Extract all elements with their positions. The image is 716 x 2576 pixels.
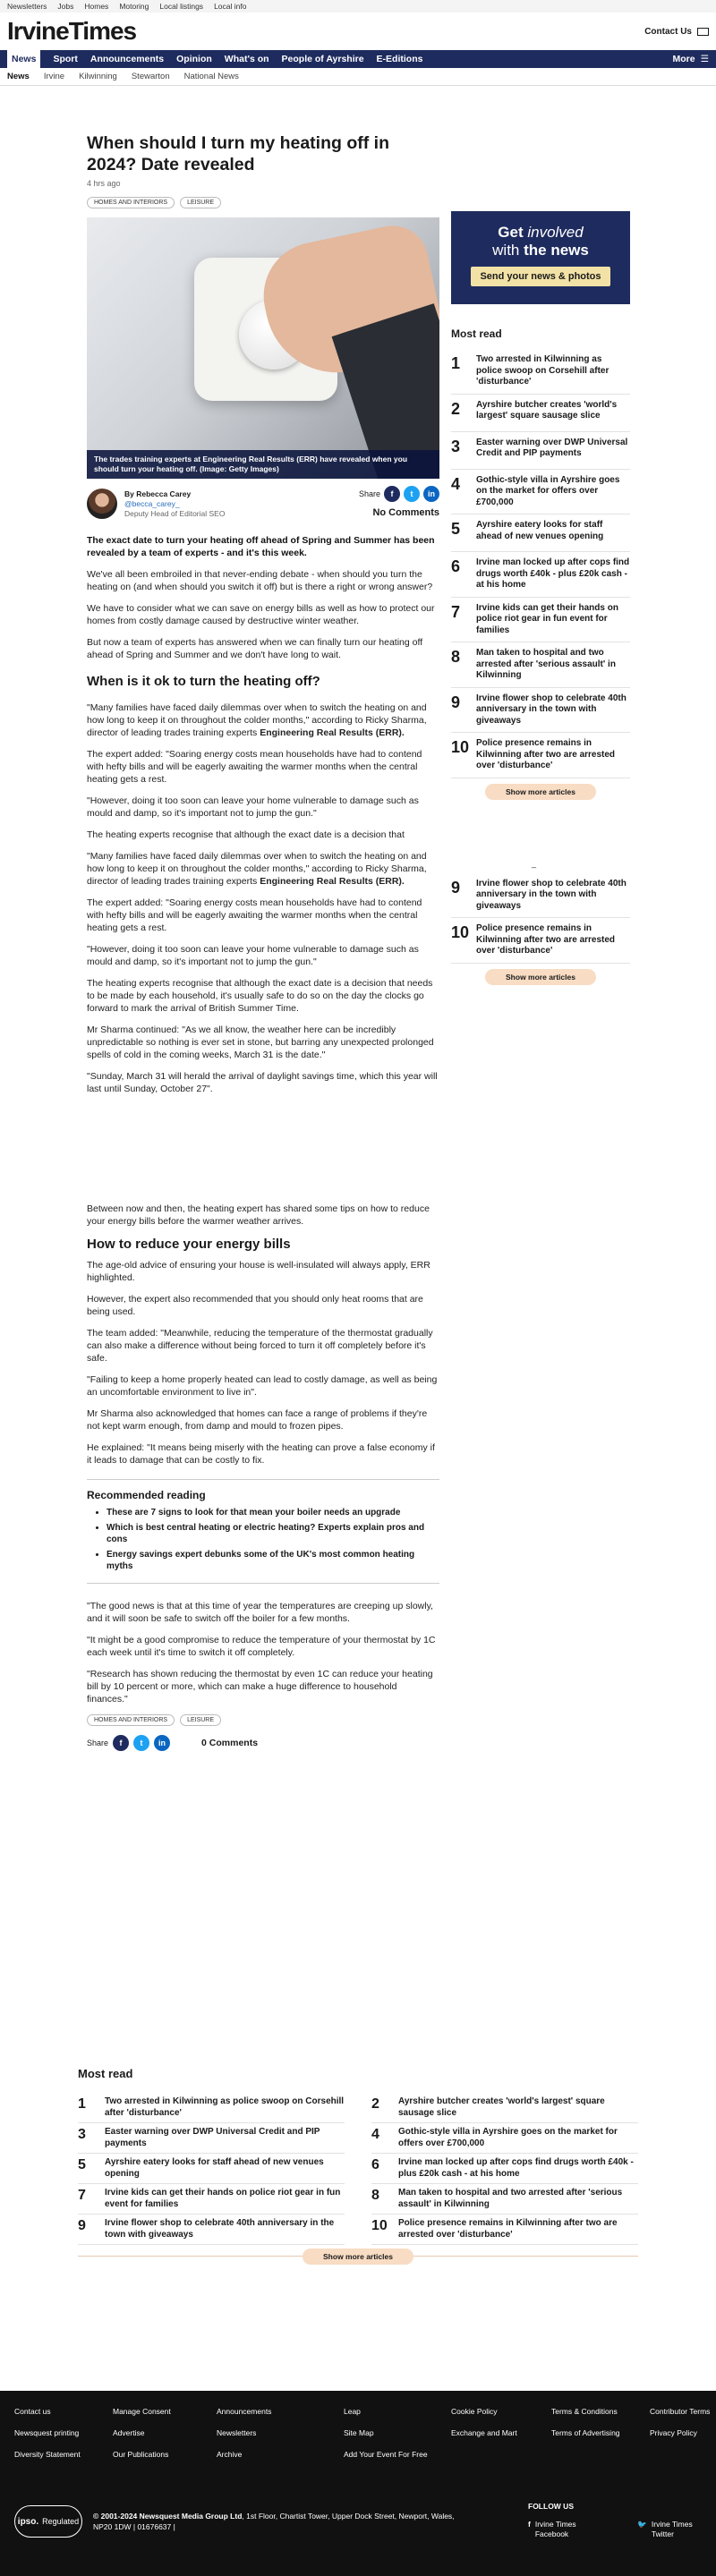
most-read-item[interactable] <box>78 2154 345 2184</box>
most-read-rank: 3 <box>78 2127 86 2142</box>
most-read-title: Most read <box>78 2067 133 2080</box>
recommended-link[interactable]: • Which is best central heating or electric heating? Experts explain pros and cons <box>107 1522 439 1545</box>
topbar-link[interactable]: Newsletters <box>7 2 47 11</box>
most-read-item[interactable] <box>451 552 630 598</box>
most-read-item[interactable] <box>451 432 630 470</box>
ipso-logo-icon: ipso. <box>17 2516 39 2527</box>
facebook-follow-link[interactable] <box>528 2520 610 2539</box>
promo-text: involved <box>527 224 584 241</box>
brand-row <box>0 13 716 50</box>
more-label: More <box>672 54 695 64</box>
most-read-rank: 6 <box>371 2157 379 2172</box>
most-read-rank: 10 <box>371 2218 388 2233</box>
byline <box>87 486 439 522</box>
footer-link[interactable]: Contributor Terms <box>650 2407 711 2416</box>
most-read-item[interactable] <box>78 2215 345 2245</box>
bottom-share-row <box>87 1735 439 1751</box>
most-read-rank: 6 <box>451 557 461 575</box>
send-news-promo <box>451 211 630 304</box>
most-read-item[interactable] <box>451 733 630 778</box>
paragraph: "Failing to keep a home properly heated can lead to costly damage, as well as being an uncomfortable environment to live in". <box>87 1374 438 1398</box>
promo-text: with <box>492 242 524 259</box>
main-navigation <box>0 50 716 68</box>
paragraph: The team added: "Meanwhile, reducing the temperature of the thermostat gradually can also make a difference without being forced to turn it off completely before it's safe. <box>87 1328 433 1364</box>
most-read-list-repeat <box>451 873 630 964</box>
tag-leisure[interactable]: LEISURE <box>180 1714 221 1726</box>
footer-bottom <box>14 2505 469 2538</box>
quote-text: "Many families have faced daily dilemmas over when to switch the heating on and how long to keep it on throughout the colder months," according to Ricky Sharma, director of leading trades training experts <box>87 851 427 887</box>
subnav-news[interactable]: News <box>7 72 30 81</box>
most-read-headline[interactable]: Irvine flower shop to celebrate 40th anniversary in the town with giveaways <box>105 2218 335 2240</box>
footer-link[interactable]: Advertise <box>113 2428 145 2437</box>
sidebar <box>451 211 630 985</box>
divider-mark: _ <box>532 858 537 868</box>
footer-link[interactable]: Diversity Statement <box>14 2450 81 2459</box>
promo-line <box>460 224 621 242</box>
quote-text: "Many families have faced daily dilemmas over when to switch the heating on and how long to keep it on throughout the colder months," according to Ricky Sharma, director of leading trades training experts <box>87 702 427 738</box>
promo-text: the news <box>524 242 589 259</box>
paragraph: "However, doing it too soon can leave your home vulnerable to damage such as mould and damp, so it's important not to jump the gun." <box>87 944 419 967</box>
recommended-reading <box>87 1479 439 1584</box>
promo-text: Get <box>498 224 528 241</box>
twitter-follow-label: Irvine Times Twitter <box>651 2520 693 2538</box>
paragraph: "It might be a good compromise to reduce the temperature of your thermostat by 1C each week until it's time to switch it off completely. <box>87 1635 436 1658</box>
most-read-headline[interactable]: Irvine kids can get their hands on police riot gear in fun event for families <box>476 602 618 635</box>
facebook-follow-label: Irvine Times Facebook <box>534 2520 576 2538</box>
most-read-item[interactable] <box>371 2184 638 2215</box>
site-logo[interactable] <box>7 17 136 46</box>
most-read-headline[interactable]: Man taken to hospital and two arrested after 'serious assault' in Kilwinning <box>398 2188 623 2209</box>
logo-part: Irvine <box>7 17 69 45</box>
comments-link[interactable]: 0 Comments <box>201 1738 259 1748</box>
nav-whats-on[interactable]: What's on <box>224 54 269 64</box>
most-read-item[interactable] <box>451 918 630 964</box>
paragraph: However, the expert also recommended that you should only heat rooms that are being used. <box>87 1294 423 1317</box>
most-read-headline[interactable]: Police presence remains in Kilwinning after two are arrested over 'disturbance' <box>476 923 616 956</box>
most-read-title: Most read <box>451 327 502 340</box>
show-more-articles-button[interactable]: Show more articles <box>485 784 596 800</box>
footer-link[interactable]: Terms of Advertising <box>551 2428 620 2437</box>
copyright <box>93 2511 469 2532</box>
envelope-icon <box>697 28 709 36</box>
most-read-rank: 10 <box>451 923 470 941</box>
author-name[interactable]: By Rebecca Carey <box>124 489 192 498</box>
tag-leisure[interactable]: LEISURE <box>180 197 221 208</box>
paragraph <box>87 850 439 888</box>
most-read-rank: 10 <box>451 738 470 756</box>
most-read-headline[interactable]: Irvine kids can get their hands on police riot gear in fun event for families <box>105 2188 341 2209</box>
most-read-list <box>451 349 630 778</box>
most-read-rank: 2 <box>451 399 461 418</box>
facebook-icon: f <box>528 2520 531 2529</box>
footer-links <box>0 2391 716 2459</box>
paragraph <box>87 701 439 739</box>
recommended-link[interactable]: • Energy savings expert debunks some of the UK's most common heating myths <box>107 1549 439 1572</box>
most-read-item[interactable] <box>451 642 630 688</box>
twitter-icon: 🐦 <box>637 2520 647 2529</box>
top-utility-bar <box>0 0 716 13</box>
article <box>87 132 439 1751</box>
article-lead: The exact date to turn your heating off ahead of Spring and Summer has been revealed by a team of experts - and it's this week. <box>87 535 435 558</box>
comments-link[interactable]: No Comments <box>372 507 439 518</box>
recommended-link[interactable]: • These are 7 signs to look for that mean your boiler needs an upgrade <box>107 1507 439 1518</box>
footer-link[interactable]: Privacy Policy <box>650 2428 697 2437</box>
footer-link[interactable]: Site Map <box>344 2428 374 2437</box>
nav-e-editions[interactable]: E-Editions <box>376 54 423 64</box>
most-read-headline[interactable]: Police presence remains in Kilwinning after two are arrested over 'disturbance' <box>476 738 616 770</box>
most-read-rank: 2 <box>371 2096 379 2112</box>
site-footer <box>0 2391 716 2576</box>
most-read-headline[interactable]: Man taken to hospital and two arrested after 'serious assault' in Kilwinning <box>476 648 616 680</box>
follow-us-title: FOLLOW US <box>528 2502 574 2511</box>
most-read-headline[interactable]: Gothic-style villa in Ayrshire goes on the market for offers over £700,000 <box>398 2127 618 2148</box>
subnav-national-news[interactable]: National News <box>183 72 239 81</box>
contact-us-link[interactable] <box>644 27 709 37</box>
paragraph: The expert added: "Soaring energy costs mean households have had to contend with hefty bills and will be eagerly awaiting the warmer months when the central heating gets a rest. <box>87 749 422 785</box>
footer-link[interactable]: Archive <box>217 2450 243 2459</box>
most-read-headline[interactable]: Irvine flower shop to celebrate 40th anniversary in the town with giveaways <box>476 693 626 726</box>
ad-space <box>87 1104 439 1203</box>
send-news-button[interactable]: Send your news & photos <box>471 267 609 286</box>
topbar-link[interactable]: Local info <box>214 2 247 11</box>
paragraph: Mr Sharma also acknowledged that homes can face a range of problems if they're not kept warm enough, from damp and mould to frozen pipes. <box>87 1408 428 1432</box>
contact-label: Contact Us <box>644 26 692 37</box>
paragraph: "Research has shown reducing the thermostat by even 1C can reduce your heating bill by 10 percent or more, which can make a huge difference to household finances." <box>87 1669 433 1705</box>
topbar-link[interactable]: Motoring <box>119 2 149 11</box>
most-read-rank: 3 <box>451 437 461 455</box>
topbar-link[interactable]: Jobs <box>57 2 74 11</box>
paragraph: We have to consider what we can save on energy bills as well as how to protect our homes from costly damage caused by destructive winter weather. <box>87 603 435 626</box>
ipso-badge[interactable] <box>14 2505 82 2538</box>
footer-link[interactable]: Our Publications <box>113 2450 169 2459</box>
most-read-rank: 9 <box>451 878 461 897</box>
twitter-icon[interactable]: t <box>133 1735 149 1751</box>
paragraph: The heating experts recognise that although the exact date is a decision that needs to be made by each household, it's usually safe to do so on the day the clocks go forward to mark the arrival of British Summer Time. <box>87 978 433 1014</box>
paragraph: The expert added: "Soaring energy costs mean households have had to contend with hefty bills and will be eagerly awaiting the warmer months when the central heating gets a rest. <box>87 897 422 933</box>
most-read-item[interactable] <box>451 598 630 643</box>
article-body <box>87 534 439 1751</box>
tag-homes-and-interiors[interactable]: HOMES AND INTERIORS <box>87 197 175 208</box>
paragraph: We've all been embroiled in that never-ending debate - when should you turn the heating on (and when should you switch it off) but is there a right or wrong answer? <box>87 569 433 592</box>
paragraph: "However, doing it too soon can leave your home vulnerable to damage such as mould and damp, so it's important not to jump the gun." <box>87 795 419 819</box>
author-role: Deputy Head of Editorial SEO <box>124 508 226 518</box>
most-read-rank: 9 <box>451 693 461 711</box>
facebook-icon[interactable]: f <box>113 1735 129 1751</box>
footer-link[interactable]: Contact us <box>14 2407 51 2416</box>
most-read-headline[interactable]: Ayrshire butcher creates 'world's largest' square sausage slice <box>476 399 618 421</box>
most-read-rank: 9 <box>78 2218 86 2233</box>
subheading: How to reduce your energy bills <box>87 1237 291 1252</box>
copyright-address: , 1st Floor, Chartist Tower, Upper Dock Street, Newport, Wales, NP20 1DW | 01676637 | <box>93 2512 455 2531</box>
most-read-rank: 8 <box>371 2188 379 2203</box>
subnav-irvine[interactable]: Irvine <box>43 72 65 81</box>
subheading: When is it ok to turn the heating off? <box>87 674 320 689</box>
most-read-rank: 7 <box>78 2188 86 2203</box>
nav-announcements[interactable]: Announcements <box>90 54 165 64</box>
nav-opinion[interactable]: Opinion <box>176 54 212 64</box>
nav-people-of-ayrshire[interactable]: People of Ayrshire <box>281 54 364 64</box>
ipso-label: Regulated <box>42 2517 80 2526</box>
paragraph: The age-old advice of ensuring your house is well-insulated will always apply, ERR highlighted. <box>87 1260 430 1283</box>
paragraph: He explained: "It means being miserly with the heating can prove a false economy if it leads to damage that can be costly to fix. <box>87 1442 435 1466</box>
most-read-headline[interactable]: Irvine flower shop to celebrate 40th anniversary in the town with giveaways <box>476 878 626 911</box>
follow-us <box>528 2502 716 2539</box>
most-read-rank: 5 <box>78 2157 86 2172</box>
most-read-item[interactable] <box>371 2215 638 2245</box>
most-read-headline[interactable]: Easter warning over DWP Universal Credit and PIP payments <box>105 2127 320 2148</box>
subnav-kilwinning[interactable]: Kilwinning <box>79 72 117 81</box>
facebook-icon[interactable]: f <box>384 486 400 502</box>
most-read-item[interactable] <box>78 2123 345 2154</box>
most-read-headline[interactable]: Gothic-style villa in Ayrshire goes on the market for offers over £700,000 <box>476 474 620 507</box>
share-block <box>359 486 439 518</box>
nav-news[interactable]: News <box>7 50 40 68</box>
most-read-item[interactable] <box>451 688 630 734</box>
footer-link[interactable]: Terms & Conditions <box>551 2407 618 2416</box>
most-read-headline[interactable]: Easter warning over DWP Universal Credit and PIP payments <box>476 437 628 458</box>
err-link[interactable]: Engineering Real Results (ERR). <box>260 876 405 887</box>
twitter-icon[interactable]: t <box>404 486 420 502</box>
logo-part: Times <box>68 17 137 45</box>
twitter-follow-link[interactable] <box>637 2520 716 2539</box>
show-more-articles-button[interactable]: Show more articles <box>303 2249 413 2265</box>
most-read-bottom <box>78 2067 638 2265</box>
footer-link[interactable]: Exchange and Mart <box>451 2428 517 2437</box>
most-read-headline[interactable]: Ayrshire eatery looks for staff ahead of new venues opening <box>105 2157 324 2179</box>
author-twitter-handle[interactable]: @becca_carey_ <box>124 498 180 508</box>
most-read-headline[interactable]: Irvine man locked up after cops find drugs worth £40k - plus £20k cash - at his home <box>398 2157 634 2179</box>
author-avatar <box>87 489 117 519</box>
sub-navigation <box>0 68 716 86</box>
most-read-item[interactable] <box>451 873 630 919</box>
footer-link[interactable]: Announcements <box>217 2407 272 2416</box>
topbar-link[interactable]: Homes <box>84 2 109 11</box>
tag-homes-and-interiors[interactable]: HOMES AND INTERIORS <box>87 1714 175 1726</box>
most-read-rank: 4 <box>451 474 461 493</box>
footer-link[interactable]: Cookie Policy <box>451 2407 498 2416</box>
most-read-item[interactable] <box>451 470 630 515</box>
hero-image <box>87 217 439 479</box>
most-read-item[interactable] <box>371 2123 638 2154</box>
most-read-rank: 8 <box>451 648 461 666</box>
footer-link[interactable]: Leap <box>344 2407 361 2416</box>
paragraph: "Sunday, March 31 will herald the arrival of daylight savings time, which this year will last until Sunday, October 27". <box>87 1071 438 1094</box>
show-more-articles-button[interactable]: Show more articles <box>485 969 596 985</box>
most-read-headline[interactable]: Police presence remains in Kilwinning after two are arrested over 'disturbance' <box>398 2218 618 2240</box>
most-read-headline[interactable]: Irvine man locked up after cops find drugs worth £40k - plus £20k cash - at his home <box>476 557 630 590</box>
image-caption: The trades training experts at Engineering Real Results (ERR) have revealed when you should turn your heating off. (Image: Getty Images) <box>87 450 439 479</box>
copyright-owner: © 2001-2024 Newsquest Media Group Ltd <box>93 2512 243 2521</box>
most-read-rank: 4 <box>371 2127 379 2142</box>
most-read-item[interactable] <box>78 2184 345 2215</box>
share-label: Share <box>358 489 380 498</box>
share-label: Share <box>87 1739 109 1747</box>
subnav-stewarton[interactable]: Stewarton <box>131 72 170 81</box>
most-read-grid <box>78 2093 638 2245</box>
hamburger-icon: ☰ <box>700 54 709 64</box>
paragraph: The heating experts recognise that although the exact date is a decision that <box>87 829 405 840</box>
most-read-rank: 7 <box>451 602 461 621</box>
linkedin-icon[interactable]: in <box>154 1735 170 1751</box>
footer-link[interactable]: Newsquest printing <box>14 2428 80 2437</box>
footer-link[interactable]: Add Your Event For Free <box>344 2450 428 2459</box>
most-read-item[interactable] <box>371 2154 638 2184</box>
paragraph: Between now and then, the heating expert has shared some tips on how to reduce your energy bills before the warmer weather arrives. <box>87 1203 430 1227</box>
nav-sport[interactable]: Sport <box>53 54 78 64</box>
most-read-item[interactable] <box>451 514 630 552</box>
promo-line <box>460 242 621 259</box>
most-read-item[interactable] <box>451 349 630 395</box>
paragraph: But now a team of experts has answered when we can finally turn our heating off ahead of Spring and Summer and we don't have long to wait. <box>87 637 423 660</box>
most-read-item[interactable] <box>371 2093 638 2123</box>
err-link[interactable]: Engineering Real Results (ERR). <box>260 727 405 738</box>
most-read-headline[interactable]: Two arrested in Kilwinning as police swoop on Corsehill after 'disturbance' <box>476 354 609 387</box>
nav-more-button[interactable] <box>672 54 709 64</box>
footer-link[interactable]: Newsletters <box>217 2428 257 2437</box>
topbar-link[interactable]: Local listings <box>159 2 204 11</box>
most-read-headline[interactable]: Ayrshire butcher creates 'world's largest' square sausage slice <box>398 2096 605 2118</box>
most-read-rank: 1 <box>451 354 461 372</box>
most-read-item[interactable] <box>78 2093 345 2123</box>
most-read-item[interactable] <box>451 395 630 432</box>
article-timestamp: 4 hrs ago <box>87 179 121 188</box>
most-read-headline[interactable]: Ayrshire eatery looks for staff ahead of new venues opening <box>476 520 604 541</box>
paragraph: Mr Sharma continued: "As we all know, the weather here can be incredibly unpredictable so nothing is ever set in stone, but barring any unexpected prolonged spells of cold in the coming weeks, March 31 is the date." <box>87 1024 434 1060</box>
recommended-title: Recommended reading <box>87 1489 206 1501</box>
most-read-rank: 1 <box>78 2096 86 2112</box>
footer-link[interactable]: Manage Consent <box>113 2407 171 2416</box>
article-tags <box>87 197 439 208</box>
linkedin-icon[interactable]: in <box>423 486 439 502</box>
most-read-headline[interactable]: Two arrested in Kilwinning as police swoop on Corsehill after 'disturbance' <box>105 2096 345 2118</box>
article-title: When should I turn my heating off in 2024? Date revealed <box>87 133 389 174</box>
article-tags-bottom <box>87 1714 439 1726</box>
paragraph: "The good news is that at this time of year the temperatures are creeping up slowly, and it will soon be safe to switch off the boiler for a few months. <box>87 1601 433 1624</box>
most-read-rank: 5 <box>451 520 461 538</box>
